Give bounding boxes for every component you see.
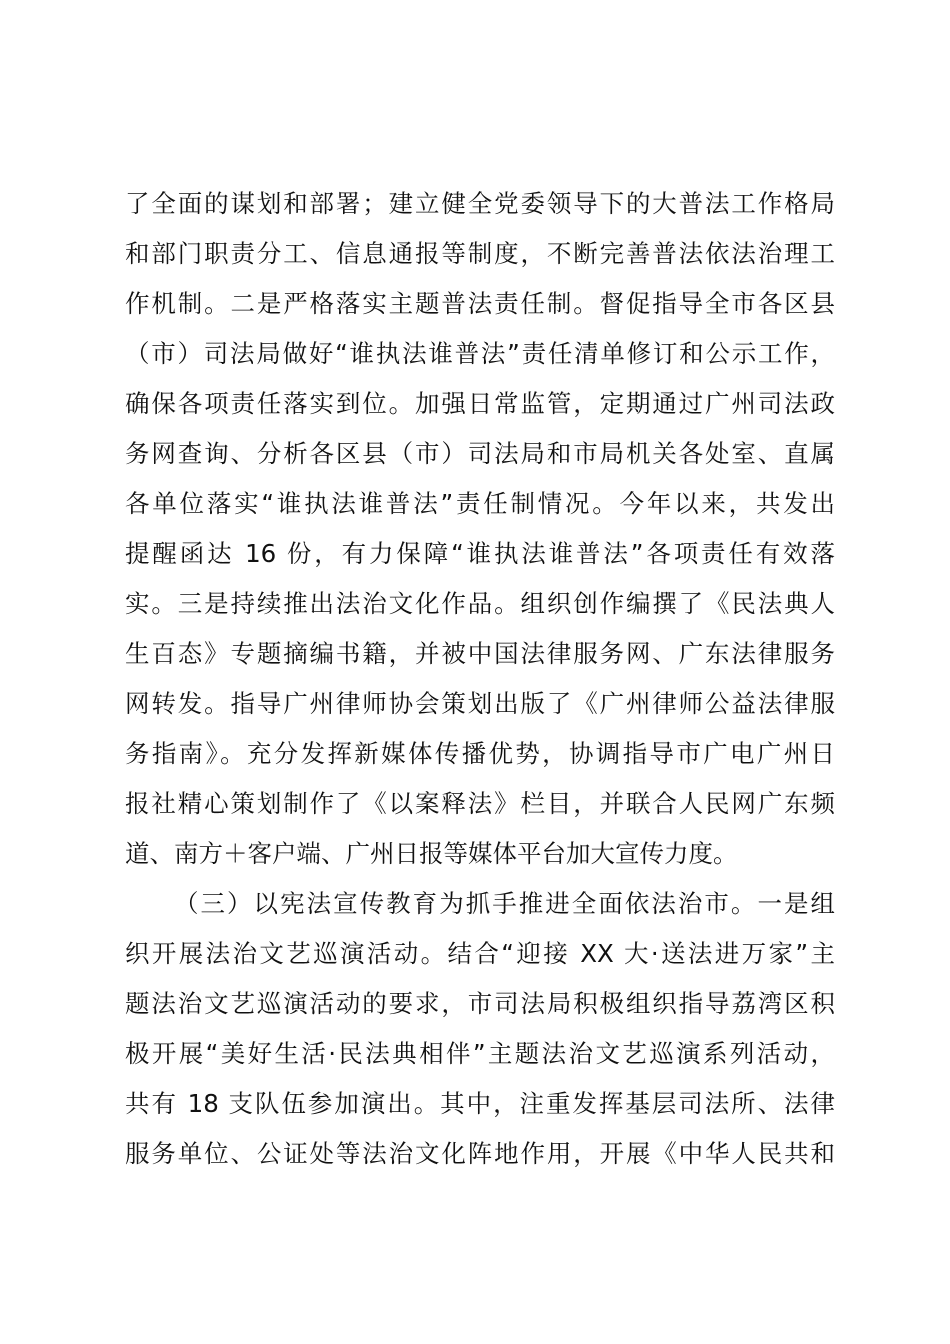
- text-line: 网转发。指导广州律师协会策划出版了《广州律师公益法律服: [125, 689, 835, 718]
- text-line: 确保各项责任落实到位。加强日常监管，定期通过广州司法政: [125, 389, 835, 418]
- text-line: 提醒函达 16 份，有力保障“谁执法谁普法”各项责任有效落: [125, 539, 835, 568]
- text-line: 织开展法治文艺巡演活动。结合“迎接 XX 大·送法进万家”主: [125, 939, 835, 968]
- text-line: （市）司法局做好“谁执法谁普法”责任清单修订和公示工作，: [125, 339, 835, 368]
- text-line: 各单位落实“谁执法谁普法”责任制情况。今年以来，共发出: [125, 489, 835, 518]
- section-heading-line: （三）以宪法宣传教育为抓手推进全面依法治市。一是组: [174, 889, 835, 918]
- text-line: 和部门职责分工、信息通报等制度，不断完善普法依法治理工: [125, 239, 835, 268]
- body-text: [125, 179, 835, 1179]
- text-line: 题法治文艺巡演活动的要求，市司法局积极组织指导荔湾区积: [125, 989, 835, 1018]
- text-line: 务指南》。充分发挥新媒体传播优势，协调指导市广电广州日: [125, 739, 835, 768]
- text-line: 务网查询、分析各区县（市）司法局和市局机关各处室、直属: [125, 439, 835, 468]
- text-line: 极开展“美好生活·民法典相伴”主题法治文艺巡演系列活动，: [125, 1039, 835, 1068]
- text-line: 服务单位、公证处等法治文化阵地作用，开展《中华人民共和: [125, 1139, 835, 1168]
- text-line: 生百态》专题摘编书籍，并被中国法律服务网、广东法律服务: [125, 639, 835, 668]
- text-line: 了全面的谋划和部署；建立健全党委领导下的大普法工作格局: [125, 189, 835, 218]
- text-line: 作机制。二是严格落实主题普法责任制。督促指导全市各区县: [125, 289, 835, 318]
- text-line: 报社精心策划制作了《以案释法》栏目，并联合人民网广东频: [125, 789, 835, 818]
- paragraph-end-line: 道、南方＋客户端、广州日报等媒体平台加大宣传力度。: [125, 839, 738, 868]
- text-line: 实。三是持续推出法治文化作品。组织创作编撰了《民法典人: [125, 589, 835, 618]
- text-line: 共有 18 支队伍参加演出。其中，注重发挥基层司法所、法律: [125, 1089, 835, 1118]
